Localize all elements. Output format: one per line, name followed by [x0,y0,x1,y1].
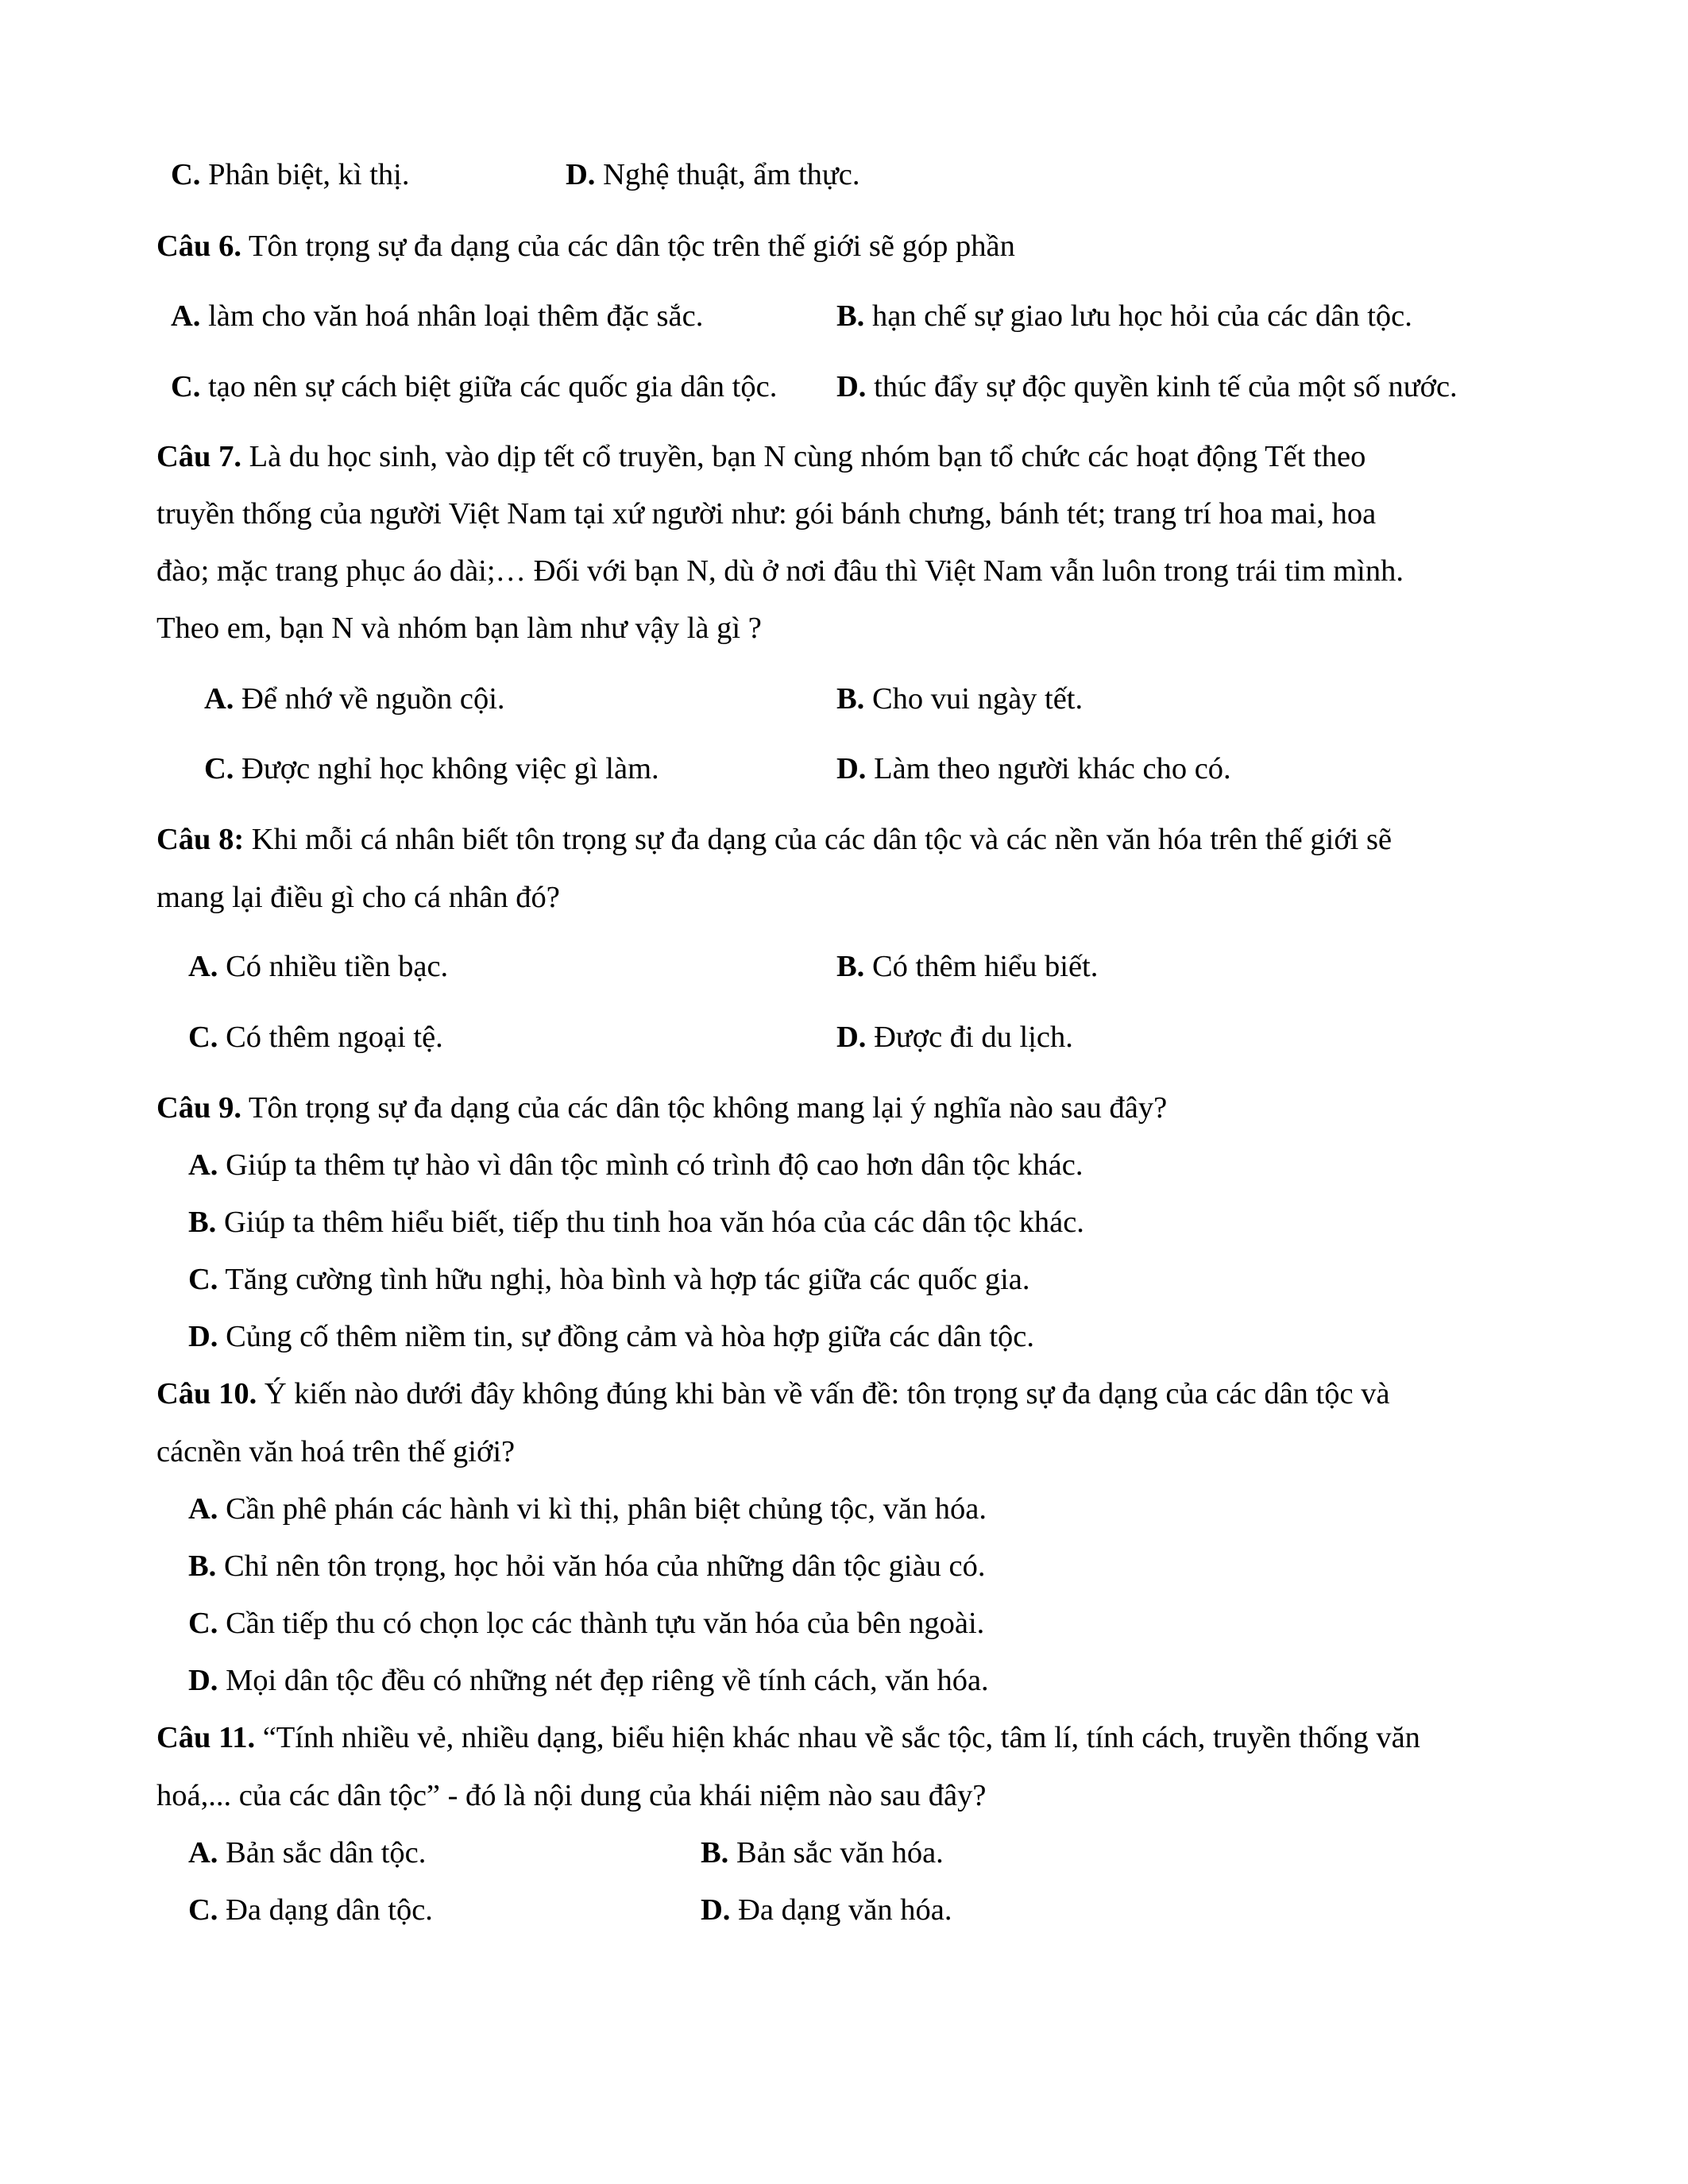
question-label: Câu 9. [156,1091,241,1125]
question-label: Câu 6. [156,230,241,263]
q11-option-a: A. Bản sắc dân tộc. [188,1836,427,1870]
q6-option-b: B. hạn chế sự giao lưu học hỏi của các dân tộc. [836,299,1412,333]
q6-option-a: A. làm cho văn hoá nhân loại thêm đặc sắc. [171,299,704,333]
q8-question-line2: mang lại điều gì cho cá nhân đó? [156,881,560,914]
q7-question-line3: đào; mặc trang phục áo dài;… Đối với bạn N, dù ở nơi đâu thì Việt Nam vẫn luôn trong trái tim mình. [156,554,1404,588]
q10-question-line1: Câu 10. Ý kiến nào dưới đây không đúng khi bàn về vấn đề: tôn trọng sự đa dạng của các dân tộc và [156,1377,1390,1410]
question-label: Câu 11. [156,1721,256,1754]
q10-option-a: A. Cần phê phán các hành vi kì thị, phân biệt chủng tộc, văn hóa. [188,1492,987,1526]
q7-question-line1: Câu 7. Là du học sinh, vào dịp tết cổ truyền, bạn N cùng nhóm bạn tổ chức các hoạt động Tết theo [156,440,1366,473]
q7-option-c: C. Được nghỉ học không việc gì làm. [204,752,659,785]
question-label: Câu 10. [156,1377,257,1410]
q7-question-line2: truyền thống của người Việt Nam tại xứ người như: gói bánh chưng, bánh tét; trang trí hoa mai, hoa [156,497,1377,531]
q5-option-d: D. Nghệ thuật, ẩm thực. [566,158,860,191]
q9-option-d: D. Củng cố thêm niềm tin, sự đồng cảm và hòa hợp giữa các dân tộc. [188,1320,1034,1353]
q7-option-d: D. Làm theo người khác cho có. [836,752,1231,785]
question-label: Câu 7. [156,440,241,473]
q10-option-c: C. Cần tiếp thu có chọn lọc các thành tựu văn hóa của bên ngoài. [188,1607,985,1640]
q9-option-a: A. Giúp ta thêm tự hào vì dân tộc mình có trình độ cao hơn dân tộc khác. [188,1148,1083,1182]
q10-question-line2: cácnền văn hoá trên thế giới? [156,1435,516,1468]
q11-question-line2: hoá,... của các dân tộc” - đó là nội dung của khái niệm nào sau đây? [156,1779,987,1812]
q9-option-c: C. Tăng cường tình hữu nghị, hòa bình và hợp tác giữa các quốc gia. [188,1263,1030,1296]
q8-option-a: A. Có nhiều tiền bạc. [188,950,449,983]
q8-option-d: D. Được đi du lịch. [836,1021,1073,1054]
q5-option-c: C. Phân biệt, kì thị. [171,158,410,191]
q7-option-a: A. Để nhớ về nguồn cội. [204,682,505,716]
q11-option-c: C. Đa dạng dân tộc. [188,1893,433,1927]
q10-option-d: D. Mọi dân tộc đều có những nét đẹp riêng về tính cách, văn hóa. [188,1664,989,1697]
q7-question-line4: Theo em, bạn N và nhóm bạn làm như vậy là gì ? [156,612,762,645]
q6-question: Câu 6. Tôn trọng sự đa dạng của các dân tộc trên thế giới sẽ góp phần [156,230,1015,263]
q11-question-line1: Câu 11. “Tính nhiều vẻ, nhiều dạng, biểu hiện khác nhau về sắc tộc, tâm lí, tính cách, truyền thống văn [156,1721,1420,1754]
q10-option-b: B. Chỉ nên tôn trọng, học hỏi văn hóa của những dân tộc giàu có. [188,1549,986,1583]
q6-option-d: D. thúc đẩy sự độc quyền kinh tế của một số nước. [836,370,1458,403]
q9-option-b: B. Giúp ta thêm hiểu biết, tiếp thu tinh hoa văn hóa của các dân tộc khác. [188,1206,1084,1239]
q8-option-b: B. Có thêm hiểu biết. [836,950,1099,983]
q11-option-d: D. Đa dạng văn hóa. [701,1893,952,1927]
q6-option-c: C. tạo nên sự cách biệt giữa các quốc gia dân tộc. [171,370,778,403]
q8-question-line1: Câu 8: Khi mỗi cá nhân biết tôn trọng sự đa dạng của các dân tộc và các nền văn hóa trên thế giới sẽ [156,823,1393,856]
q11-option-b: B. Bản sắc văn hóa. [701,1836,944,1870]
question-label: Câu 8: [156,823,245,856]
q7-option-b: B. Cho vui ngày tết. [836,682,1083,716]
q9-question: Câu 9. Tôn trọng sự đa dạng của các dân tộc không mang lại ý nghĩa nào sau đây? [156,1091,1168,1125]
q8-option-c: C. Có thêm ngoại tệ. [188,1021,443,1054]
